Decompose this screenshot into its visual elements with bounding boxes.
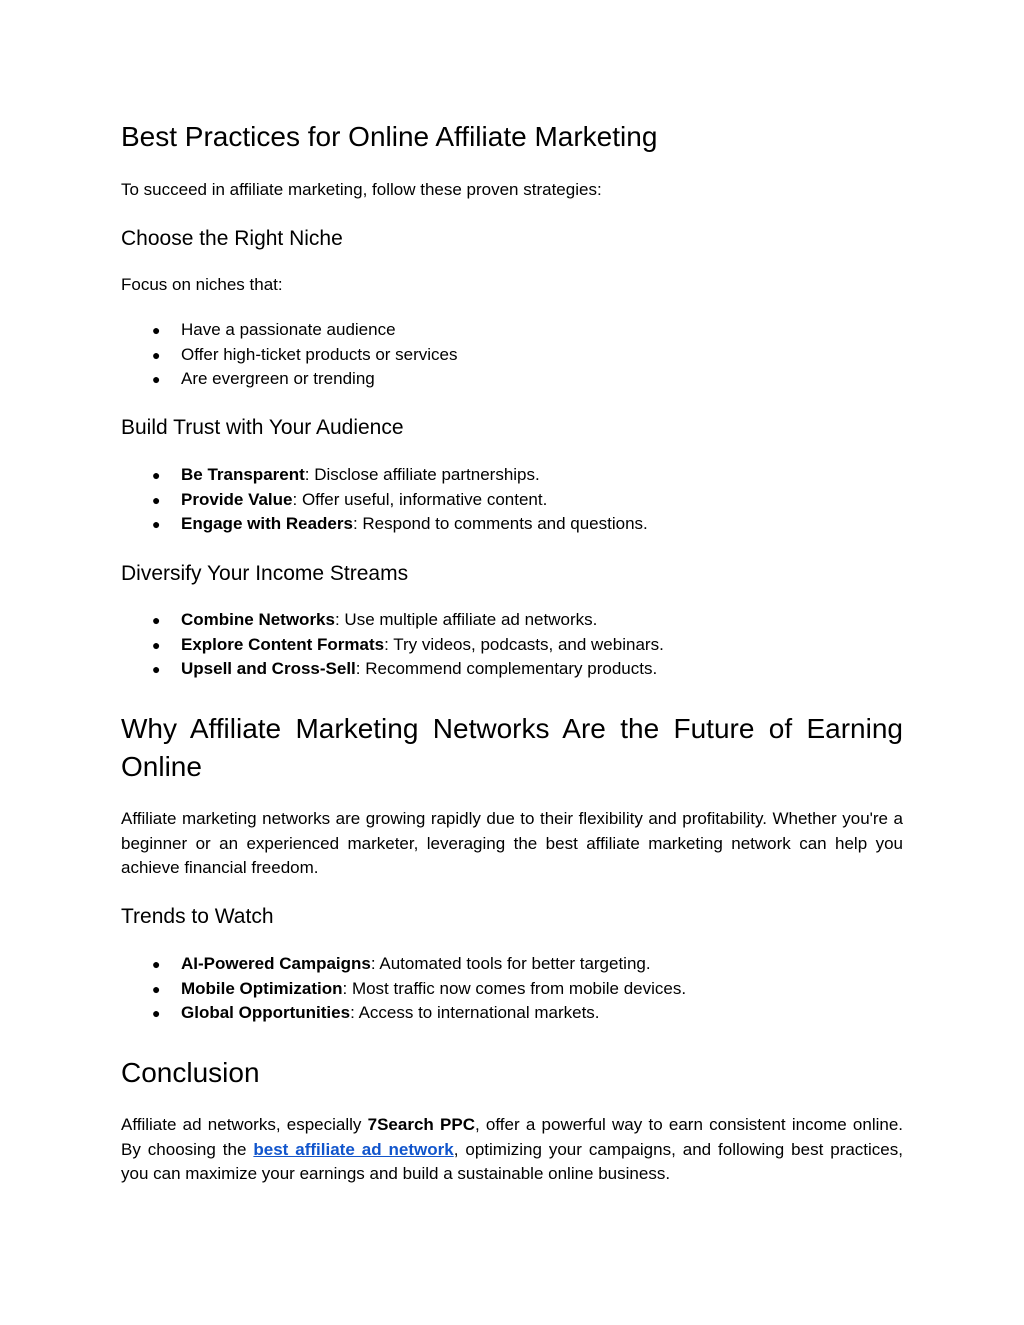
bullet-icon: ● [152,980,161,997]
why-networks-paragraph: Affiliate marketing networks are growing rapidly due to their flexibility and profitability. Whether you're a beginner or an experienced marketer, leveraging the best affiliate marketing network can help you achieve financial freedom. [121,809,903,877]
list-item: ● Offer high-ticket products or services [121,343,903,368]
bullet-icon: ● [152,636,161,653]
conclusion-paragraph: Affiliate ad networks, especially 7Search PPC, offer a powerful way to earn consistent income online. By choosing the best affiliate ad network, optimizing your campaigns, and following best practices, you can maximize your earnings and build a sustainable online business. [121,1115,903,1183]
heading-diversify: Diversify Your Income Streams [121,562,409,585]
list-item: ● Global Opportunities: Access to international markets. [121,1001,903,1026]
bullet-icon: ● [152,612,161,628]
niche-lead-paragraph: Focus on niches that: [121,275,283,294]
list-item: ● Engage with Readers: Respond to comments and questions. [121,512,903,537]
bullet-icon: ● [152,346,161,363]
bullet-icon: ● [152,1005,161,1021]
heading-choose-niche: Choose the Right Niche [121,227,343,250]
bullet-icon: ● [152,467,161,483]
heading-build-trust: Build Trust with Your Audience [121,416,404,439]
best-affiliate-ad-network-link[interactable]: best affiliate ad network [253,1139,454,1159]
bullet-icon: ● [152,661,161,677]
list-item: ● Mobile Optimization: Most traffic now comes from mobile devices. [121,977,903,1002]
bullet-icon: ● [152,516,161,532]
list-item: ● Provide Value: Offer useful, informative content. [121,488,903,513]
list-item: ● Combine Networks: Use multiple affiliate ad networks. [121,608,903,633]
trust-list [121,463,903,537]
trends-list [121,952,903,1026]
list-item: ● AI-Powered Campaigns: Automated tools for better targeting. [121,952,903,977]
diversify-list [121,608,903,682]
heading-trends: Trends to Watch [121,905,274,928]
bullet-icon: ● [152,322,161,338]
list-item: ● Are evergreen or trending [121,367,903,392]
list-item: ● Have a passionate audience [121,318,903,343]
bullet-icon: ● [152,371,161,387]
list-item: ● Upsell and Cross-Sell: Recommend complementary products. [121,657,903,682]
bullet-icon: ● [152,491,161,508]
brand-name: 7Search PPC [367,1115,475,1134]
section-title-conclusion: Conclusion [121,1057,260,1088]
section-title-why-networks: Why Affiliate Marketing Networks Are the Future of Earning Online [121,713,903,782]
intro-paragraph: To succeed in affiliate marketing, follow these proven strategies: [121,180,602,199]
section-title-best-practices: Best Practices for Online Affiliate Marketing [121,121,658,152]
list-item: ● Explore Content Formats: Try videos, podcasts, and webinars. [121,633,903,658]
list-item: ● Be Transparent: Disclose affiliate partnerships. [121,463,903,488]
niche-list [121,318,903,392]
bullet-icon: ● [152,956,161,972]
